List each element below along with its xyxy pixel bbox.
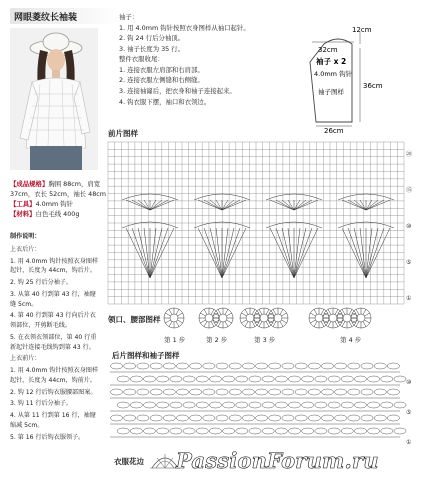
watermark: PassionForum.ru xyxy=(176,448,379,473)
front-step: 4. 从第 11 行到第 16 行，袖窿缩减 5cm。 xyxy=(10,412,96,429)
sleeve-line: 2. 钩 24 行后分袖顶。 xyxy=(119,34,185,43)
row-mark: ⑳ xyxy=(406,151,413,158)
collar-label: 领口、腰部图样 xyxy=(108,315,161,324)
sleeve-cap-height: 12cm xyxy=(352,26,372,34)
row-mark: ⑤ xyxy=(406,259,412,266)
motif-step-label: 第 2 步 xyxy=(206,336,228,344)
back-step: 4. 第 40 行到第 43 行向后片衣领部位，开剪断毛线。 xyxy=(10,312,96,329)
row-mark: ⑩ xyxy=(406,223,412,230)
front-chart xyxy=(106,140,418,308)
front-step: 5. 第 16 行后钩衣服领子。 xyxy=(10,433,85,441)
motif-step-label: 第 4 步 xyxy=(340,336,362,344)
back-step: 1. 用 4.0mm 钩针按照衣身图样起针，长度为 44cm，钩后片。 xyxy=(10,257,99,275)
front-step: 1. 用 4.0mm 钩针按照衣身图样起针，长度为 44cm，钩前片。 xyxy=(10,367,99,384)
sleeve-line: 3. 袖子长度为 35 行。 xyxy=(119,44,185,53)
row-mark: ⑮ xyxy=(406,187,413,194)
sleeve-line: 1. 连接衣服左肩部和右肩部。 xyxy=(119,65,204,74)
motif-step xyxy=(309,308,371,328)
pattern-title: 网眼菱纹长袖装 xyxy=(10,8,120,24)
tool-text: 4.0mm 钩针 xyxy=(35,199,73,208)
sleeve-bottom-width: 26cm xyxy=(324,127,344,134)
front-step: 3. 钩 11 行后分袖子。 xyxy=(10,400,73,408)
front-chart-fans xyxy=(122,194,394,278)
sleeve-hook: 4.0mm 钩针 xyxy=(314,70,353,78)
sleeve-line: 整件衣服收尾： xyxy=(119,55,164,64)
sleeve-top-width: 32cm xyxy=(318,46,338,54)
back-step: 3. 从第 40 行到第 43 行，袖窿缝 5cm。 xyxy=(10,290,96,308)
back-step: 2. 钩 25 行后分袖子。 xyxy=(10,279,73,286)
sleeve-instructions xyxy=(119,12,289,107)
back-chart-label: 后片图样和袖子图样 xyxy=(112,351,180,360)
sleeve-schematic xyxy=(294,22,416,134)
front-chart-label: 前片图样 xyxy=(108,129,138,138)
sleeve-title: 袖子： xyxy=(119,13,139,21)
back-chart-mesh xyxy=(110,363,406,437)
sleeve-line: 4. 钩衣服下摆，袖口和衣领边。 xyxy=(119,97,211,106)
motif-step-label: 第 1 步 xyxy=(164,336,186,344)
back-row-mark: ⑩ xyxy=(406,379,412,386)
motif-step xyxy=(164,308,184,328)
model-photo-illustration xyxy=(10,28,98,170)
back-chart xyxy=(106,360,418,450)
spec-block xyxy=(10,180,108,220)
motif-step xyxy=(240,308,288,328)
back-row-mark: ① xyxy=(406,439,412,446)
back-row-mark: ⑤ xyxy=(406,409,412,416)
tool-label: 【工具】 xyxy=(10,199,36,208)
front-chart-grid xyxy=(108,142,404,304)
motif-step xyxy=(199,308,233,328)
row-mark: ① xyxy=(406,295,412,302)
front-title: 上衣前片： xyxy=(10,355,41,363)
edging-label: 衣服花边 xyxy=(114,457,144,466)
motif-step-label: 第 3 步 xyxy=(254,336,276,344)
sleeve-line: 1. 用 4.0mm 钩针按照衣身图样从袖口起针。 xyxy=(119,23,250,32)
motif-steps xyxy=(160,302,416,346)
material-text: 白色毛线 400g xyxy=(35,209,80,218)
front-step: 2. 钩 12 行后钩衣服腰部图案。 xyxy=(10,388,97,396)
size-label: 【成品规格】 xyxy=(10,180,49,188)
sleeve-line: 2. 连接衣服左侧缝和右侧缝。 xyxy=(119,76,204,85)
material-label: 【材料】 xyxy=(10,209,36,218)
size-text: 胸围 88cm，肩宽 37cm，衣长 52cm，袖长 48cm xyxy=(10,180,107,198)
back-title: 上衣后片： xyxy=(10,245,41,253)
sleeve-length: 36cm xyxy=(363,82,383,90)
sleeve-pattern-label: 袖子图样 xyxy=(318,88,344,96)
sleeve-line: 3. 连接袖窿后，把衣身和袖子连接起来。 xyxy=(119,86,236,95)
instructions-heading: 制作说明： xyxy=(10,233,41,240)
model-photo xyxy=(10,28,98,170)
sleeve-label: 袖子 x 2 xyxy=(316,57,347,66)
back-step: 5. 在衣领衣领部位，第 40 行重新起针连接毛线钩到第 43 行。 xyxy=(10,333,97,351)
instructions xyxy=(10,232,100,444)
